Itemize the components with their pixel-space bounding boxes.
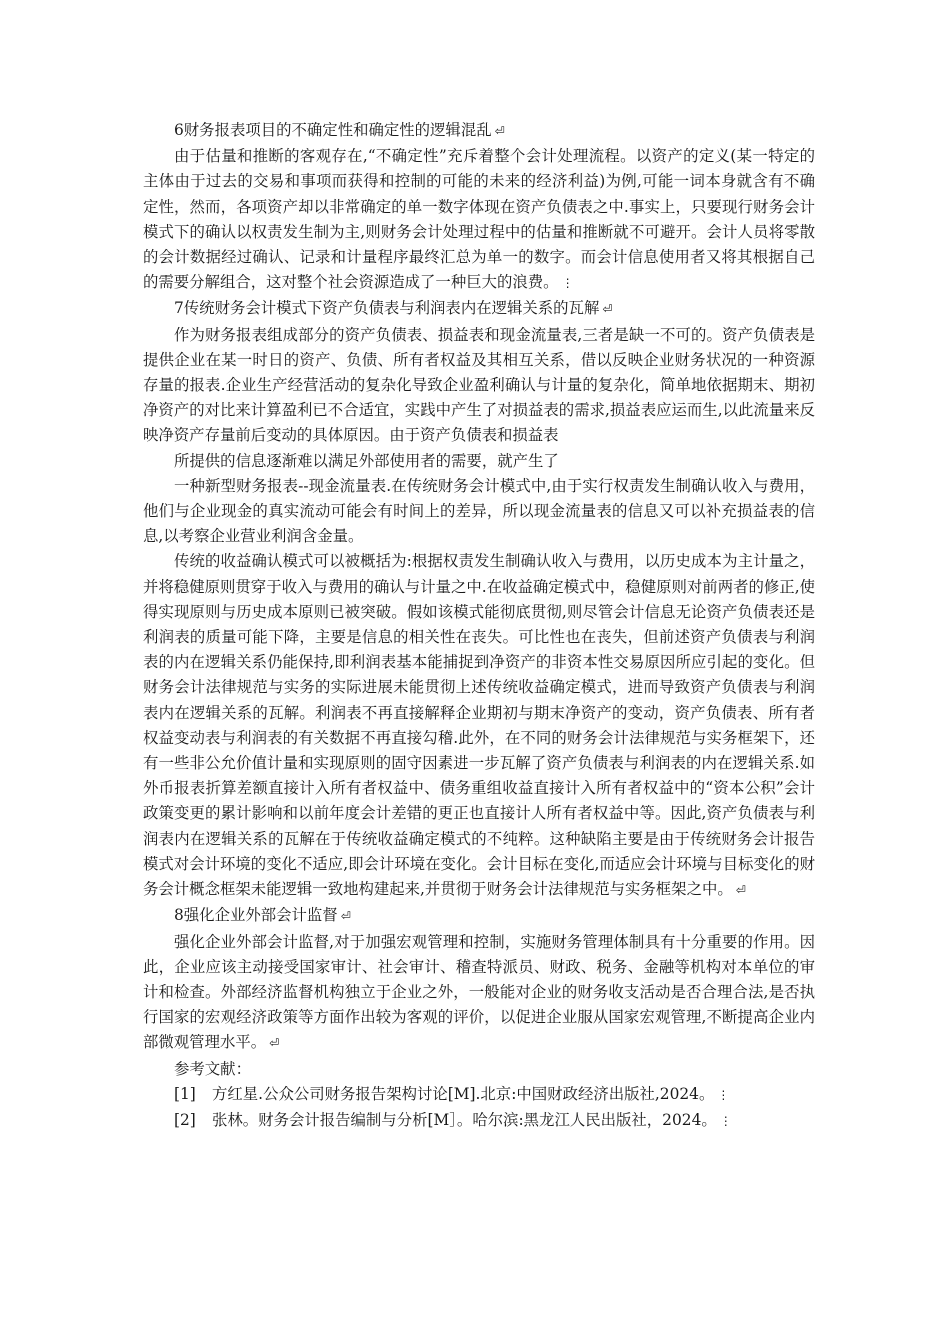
section-6-heading <box>143 118 815 144</box>
document-body <box>143 118 815 1134</box>
return-mark-icon: ⏎ <box>602 302 613 317</box>
reference-text: 方红星.公众公司财务报告架构讨论[M].北京:中国财政经济出版社,2024。 <box>212 1084 715 1103</box>
section-6-paragraph-text: 由于估量和推断的客观存在,“不确定性”充斥着整个会计处理流程。以资产的定义(某一特定的主体由于过去的交易和事项而获得和控制的可能的未来的经济利益)为例,可能一词本身就含有不确定性，然而，各项资产却以非常确定的单一数字体现在资产负债表之中.事实上，只要现行财务会计模式下的确认以权责发生制为主,则财务会计处理过程中的估量和推断就不可避开。会计人员将零散的会计数据经过确认、记录和计量程序最终汇总为单一的数字。而会计信息使用者又将其根据自己的需要分解组合，这对整个社会资源造成了一种巨大的浪费。 <box>143 147 815 292</box>
section-6-paragraph <box>143 144 815 296</box>
reference-number: [1] <box>174 1084 196 1103</box>
section-7-paragraph-4-text: 传统的收益确认模式可以被概括为:根据权责发生制确认收入与费用，以历史成本为主计量之，并将稳健原则贯穿于收入与费用的确认与计量之中.在收益确定模式中，稳健原则对前两者的修正,使得实现原则与历史成本原则已被突破。假如该模式能彻底贯彻,则尽管会计信息无论资产负债表还是利润表的质量可能下降，主要是信息的相关性在丧失。可比性也在丧失，但前述资产负债表与利润表的内在逻辑关系仍能保持,即利润表基本能捕捉到净资产的非资本性交易原因所应引起的变化。但财务会计法律规范与实务的实际进展未能贯彻上述传统收益确定模式，进而导致资产负债表与利润表内在逻辑关系的瓦解。利润表不再直接解释企业期初与期末净资产的变动，资产负债表、所有者权益变动表与利润表的有关数据不再直接勾稽.此外，在不同的财务会计法律规范与实务框架下，还有一些非公允价值计量和实现原则的固守因素进一步瓦解了资产负债表与利润表的内在逻辑关系.如外币报表折算差额直接计入所有者权益中、债务重组收益直接计入所有者权益中的“资本公积”会计政策变更的累计影响和以前年度会计差错的更正也直接计人所有者权益中等。因此,资产负债表与利润表内在逻辑关系的瓦解在于传统收益确定模式的不纯粹。这种缺陷主要是由于传统财务会计报告模式对会计环境的变化不适应,即会计环境在变化。会计目标在变化,而适应会计环境与目标变化的财务会计概念框架未能逻辑一致地构建起来,并贯彻于财务会计法律规范与实务框架之中。 <box>143 552 815 899</box>
colon-mark-icon: ⋮ <box>717 1087 730 1102</box>
return-mark-icon: ⏎ <box>735 883 746 898</box>
reference-number: [2] <box>174 1110 196 1129</box>
colon-mark-icon: ⋮ <box>561 276 574 291</box>
section-7-heading-text: 7传统财务会计模式下资产负债表与利润表内在逻辑关系的瓦解 <box>174 299 600 318</box>
return-mark-icon: ⏎ <box>269 1036 280 1051</box>
reference-item <box>143 1108 815 1134</box>
section-7-paragraph-3: 一种新型财务报表--现金流量表.在传统财务会计模式中,由于实行权责发生制确认收入与费用，他们与企业现金的真实流动可能会有时间上的差异，所以现金流量表的信息又可以补充损益表的信息,以考察企业营业利润含金量。 <box>143 476 815 546</box>
section-8-paragraph-text: 强化企业外部会计监督,对于加强宏观管理和控制，实施财务管理体制具有十分重要的作用。因此，企业应该主动接受国家审计、社会审计、稽查特派员、财政、税务、金融等机构对本单位的审计和检查。外部经济监督机构独立于企业之外，一般能对企业的财务收支活动是否合理合法,是否执行国家的宏观经济政策等方面作出较为客观的评价，以促进企业服从国家宏观管理,不断提高企业内部微观管理水平。 <box>143 932 815 1052</box>
reference-item <box>143 1082 815 1108</box>
section-8-heading <box>143 903 815 929</box>
section-7-paragraph-1: 作为财务报表组成部分的资产负债表、损益表和现金流量表,三者是缺一不可的。资产负债表是提供企业在某一时日的资产、负债、所有者权益及其相互关系，借以反映企业财务状况的一种资源存量的报表.企业生产经营活动的复杂化导致企业盈利确认与计量的复杂化，简单地依据期末、期初净资产的对比来计算盈利已不合适宜，实践中产生了对损益表的需求,损益表应运而生,以此流量来反映净资产存量前后变动的具体原因。由于资产负债表和损益表 <box>143 325 815 445</box>
colon-mark-icon: ⋮ <box>719 1113 732 1128</box>
return-mark-icon: ⏎ <box>340 909 351 924</box>
reference-text: 张林。财务会计报告编制与分析[M］。哈尔滨:黑龙江人民出版社，2024。 <box>212 1110 717 1129</box>
references-title: 参考文献： <box>174 1059 251 1078</box>
section-8-heading-text: 8强化企业外部会计监督 <box>174 906 338 925</box>
return-mark-icon: ⏎ <box>494 124 505 138</box>
section-8-paragraph <box>143 930 815 1057</box>
section-7-paragraph-2: 所提供的信息逐渐难以满足外部使用者的需要，就产生了 <box>174 451 559 470</box>
section-7-heading <box>143 296 815 322</box>
section-7-paragraph-4 <box>143 549 815 903</box>
section-6-heading-text: 6财务报表项目的不确定性和确定性的逻辑混乱 <box>174 121 492 139</box>
